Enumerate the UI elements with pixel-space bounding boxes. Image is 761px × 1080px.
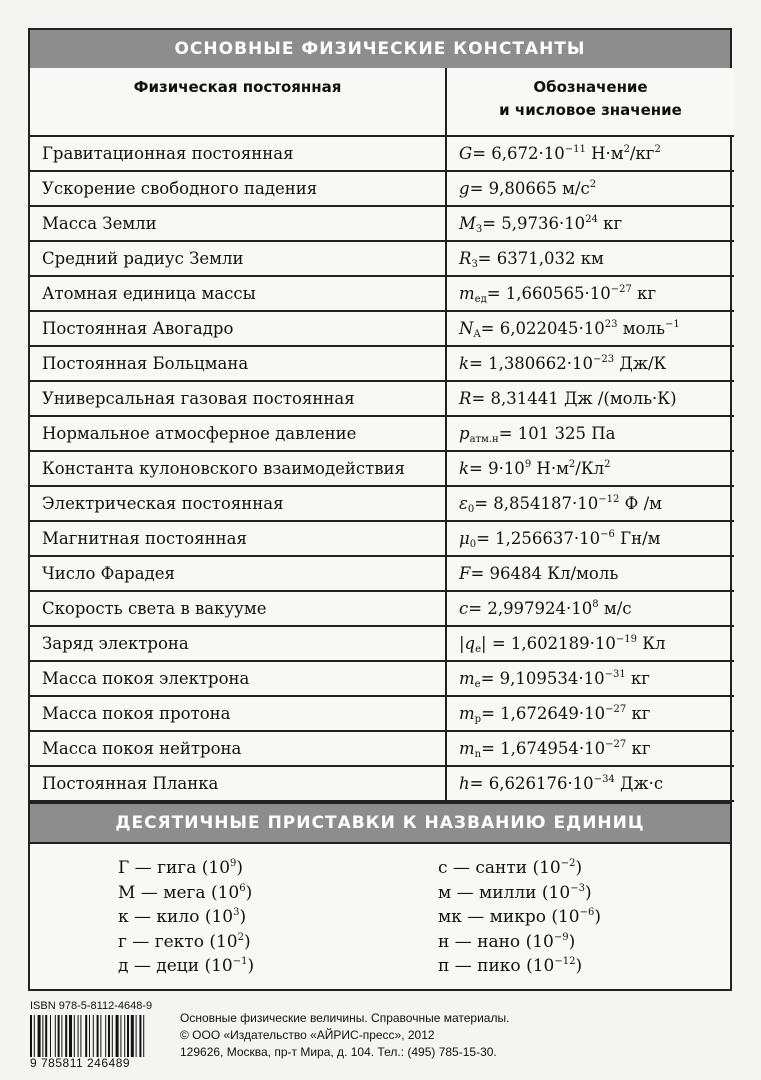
value-unit: Дж/К <box>614 354 667 373</box>
constant-name: Масса покоя протона <box>30 696 446 731</box>
barcode-bar <box>131 1015 134 1057</box>
col-header-constant: Физическая постоянная <box>30 68 446 136</box>
constant-value <box>446 556 734 591</box>
constant-name: Гравитационная постоянная <box>30 136 446 171</box>
constant-symbol: |q <box>459 634 476 653</box>
constant-value <box>446 206 734 241</box>
constant-symbol: m <box>459 284 475 303</box>
constant-name: Постоянная Авогадро <box>30 311 446 346</box>
value-unit: м/с <box>598 599 632 618</box>
footer <box>30 1000 730 1072</box>
constant-symbol: M <box>459 214 476 233</box>
unit-exponent: −1 <box>664 319 680 330</box>
constant-symbol: F <box>459 564 471 583</box>
table-row <box>30 136 734 171</box>
table-row <box>30 206 734 241</box>
table-row <box>30 381 734 416</box>
value-exponent: 24 <box>585 214 598 225</box>
constant-name: Постоянная Планка <box>30 766 446 801</box>
barcode-bar <box>93 1015 94 1057</box>
constant-value <box>446 486 734 521</box>
symbol-subscript: e <box>475 644 482 655</box>
symbol-subscript: n <box>474 749 482 760</box>
constant-symbol: G <box>459 144 473 163</box>
prefix-close: ) <box>575 858 583 878</box>
value-unit: Ф /м <box>619 494 662 513</box>
prefix-item <box>118 856 254 881</box>
constant-value <box>446 311 734 346</box>
constant-value <box>446 171 734 206</box>
constant-value <box>446 241 734 276</box>
constant-value <box>446 731 734 766</box>
value-exponent: −6 <box>600 529 615 540</box>
table-header-row <box>30 68 734 136</box>
symbol-subscript: e <box>474 679 481 690</box>
prefix-item <box>118 905 254 930</box>
prefix-item <box>438 930 601 955</box>
barcode-bar <box>136 1015 137 1057</box>
table-row <box>30 556 734 591</box>
prefix-exponent: −2 <box>560 858 576 869</box>
constant-symbol: R <box>459 249 472 268</box>
prefix-exponent: −9 <box>553 931 569 943</box>
value-number: = 1,660565·10 <box>486 284 611 303</box>
prefix-item <box>118 881 254 906</box>
constant-name: Ускорение свободного падения <box>30 171 446 206</box>
prefix-item <box>438 905 601 930</box>
constant-value <box>446 661 734 696</box>
col-header-line1: Обозначение <box>533 78 648 96</box>
value-unit-tail: /кг <box>629 144 655 163</box>
value-number: = 1,256637·10 <box>476 529 601 548</box>
prefix-exponent: −3 <box>570 882 585 894</box>
value-number: = 96484 Кл/моль <box>470 564 619 583</box>
prefix-close: ) <box>239 907 247 927</box>
barcode-bar <box>45 1015 47 1057</box>
barcode-bar <box>34 1015 35 1057</box>
barcode-bar <box>58 1015 60 1057</box>
symbol-subscript: 0 <box>469 539 477 550</box>
constant-symbol: μ <box>459 529 470 548</box>
value-unit: Кл <box>637 634 666 653</box>
table-row <box>30 731 734 766</box>
constant-symbol: k <box>459 459 469 478</box>
prefix-exponent: −6 <box>579 907 595 918</box>
prefix-close: ) <box>247 956 255 976</box>
table-row <box>30 626 734 661</box>
prefix-close: ) <box>575 956 583 976</box>
constant-value <box>446 346 734 381</box>
barcode-bar <box>120 1015 121 1057</box>
constants-table <box>30 68 734 802</box>
value-number: = 9,109534·10 <box>480 669 605 688</box>
barcode-bar <box>139 1015 141 1057</box>
symbol-subscript: атм.н <box>469 434 499 445</box>
value-unit: Н·м <box>531 459 569 478</box>
value-number: = 2,997924·10 <box>468 599 593 618</box>
symbol-subscript: A <box>473 329 481 340</box>
constant-value <box>446 416 734 451</box>
value-exponent: −11 <box>564 144 586 155</box>
value-number: = 6,672·10 <box>472 144 565 163</box>
symbol-subscript: p <box>474 714 482 725</box>
constant-value <box>446 276 734 311</box>
title-bar: ОСНОВНЫЕ ФИЗИЧЕСКИЕ КОНСТАНТЫ <box>30 30 730 68</box>
value-number: = 101 325 Па <box>498 424 616 443</box>
prefix-text: м — милли (10 <box>438 882 571 903</box>
publisher-line-2: © ООО «Издательство «АЙРИС-пресс», 2012 <box>180 1028 435 1042</box>
value-unit: Н·м <box>585 144 624 163</box>
unit-exponent: 2 <box>568 459 576 470</box>
value-exponent: 8 <box>592 599 599 610</box>
barcode-image <box>30 1015 172 1057</box>
table-row <box>30 311 734 346</box>
barcode-bar <box>127 1015 129 1057</box>
constant-value <box>446 521 734 556</box>
value-unit: кг <box>597 214 623 233</box>
value-number: = 5,9736·10 <box>482 214 586 233</box>
constant-value <box>446 591 734 626</box>
value-unit: Дж·с <box>614 774 664 793</box>
barcode-bar <box>69 1015 72 1057</box>
prefix-text: г — гекто (10 <box>118 931 238 952</box>
table-row <box>30 346 734 381</box>
value-number: = 9,80665 м/с <box>469 179 590 198</box>
table-row <box>30 591 734 626</box>
prefix-close: ) <box>584 882 592 903</box>
constant-name: Число Фарадея <box>30 556 446 591</box>
constant-symbol: N <box>459 319 474 338</box>
constants-sheet <box>28 28 732 991</box>
prefix-item <box>438 881 601 906</box>
constant-symbol: ε <box>459 494 468 513</box>
prefix-close: ) <box>236 858 244 878</box>
prefix-exponent: −12 <box>554 956 576 967</box>
unit-tail-exponent: 2 <box>604 459 611 470</box>
value-unit: кг <box>626 739 651 758</box>
value-exponent: −23 <box>593 354 615 365</box>
prefix-close: ) <box>245 882 253 903</box>
value-exponent: −31 <box>604 669 626 680</box>
barcode-bar <box>100 1015 101 1057</box>
barcode-bar <box>74 1015 75 1057</box>
constant-name: Заряд электрона <box>30 626 446 661</box>
barcode-bar <box>116 1015 119 1057</box>
value-exponent: −19 <box>615 634 638 645</box>
prefix-exponent: 3 <box>233 907 240 918</box>
barcode-bar <box>80 1015 81 1057</box>
value-number: = 6,626176·10 <box>469 774 594 793</box>
constant-value <box>446 451 734 486</box>
table-row <box>30 766 734 801</box>
value-exponent: −27 <box>605 704 627 715</box>
prefix-text: мк — микро (10 <box>438 907 580 927</box>
constant-name: Нормальное атмосферное давление <box>30 416 446 451</box>
barcode-bar <box>85 1015 87 1057</box>
table-row <box>30 661 734 696</box>
constant-value <box>446 381 734 416</box>
value-exponent: −34 <box>593 774 615 785</box>
prefix-exponent: 2 <box>237 931 244 943</box>
table-row <box>30 276 734 311</box>
barcode-bar <box>50 1015 51 1057</box>
barcode-bar <box>112 1015 113 1057</box>
value-unit: Гн/м <box>614 529 661 548</box>
prefix-text: М — мега (10 <box>118 882 240 903</box>
prefix-item <box>438 856 601 881</box>
barcode-bar <box>89 1015 90 1057</box>
value-unit: кг <box>631 284 657 303</box>
constant-symbol: m <box>459 704 475 723</box>
col-header-line2: и числовое значение <box>499 101 682 119</box>
barcode-bar <box>30 1015 32 1057</box>
table-row <box>30 451 734 486</box>
prefix-text: п — пико (10 <box>438 956 555 976</box>
prefixes-section <box>30 842 730 976</box>
barcode-bar <box>38 1015 41 1057</box>
symbol-subscript: З <box>471 259 478 270</box>
value-number: = 9·10 <box>469 459 525 478</box>
table-row <box>30 416 734 451</box>
constant-value <box>446 626 734 661</box>
barcode-bar <box>61 1015 62 1057</box>
value-unit-tail: /Кл <box>575 459 605 478</box>
prefix-close: ) <box>244 931 251 952</box>
constant-symbol: h <box>459 774 470 793</box>
barcode-bar <box>65 1015 67 1057</box>
barcode-bar <box>42 1015 43 1057</box>
constant-name: Масса Земли <box>30 206 446 241</box>
constant-name: Электрическая постоянная <box>30 486 446 521</box>
table-row <box>30 521 734 556</box>
table-row <box>30 486 734 521</box>
barcode-bar <box>143 1015 144 1057</box>
constant-name: Магнитная постоянная <box>30 521 446 556</box>
prefix-close: ) <box>568 931 576 952</box>
barcode-bar <box>78 1015 79 1057</box>
col-header-symbol-value <box>446 68 734 136</box>
constant-name: Атомная единица массы <box>30 276 446 311</box>
constant-value <box>446 766 734 801</box>
value-number: = 1,672649·10 <box>481 704 606 723</box>
constant-name: Скорость света в вакууме <box>30 591 446 626</box>
value-exponent: 23 <box>604 319 618 330</box>
publisher-line-3: 129626, Москва, пр-т Мира, д. 104. Тел.: (495) 785-15-30. <box>180 1045 497 1059</box>
constant-name: Средний радиус Земли <box>30 241 446 276</box>
prefix-item <box>118 954 254 979</box>
constant-symbol: k <box>459 354 469 373</box>
value-number: = 6371,032 км <box>477 249 604 268</box>
prefixes-title-bar: ДЕСЯТИЧНЫЕ ПРИСТАВКИ К НАЗВАНИЮ ЕДИНИЦ <box>30 802 730 842</box>
unit-exponent: 2 <box>623 144 630 155</box>
constant-name: Масса покоя электрона <box>30 661 446 696</box>
barcode-bar <box>55 1015 56 1057</box>
constant-name: Универсальная газовая постоянная <box>30 381 446 416</box>
value-unit: кг <box>626 704 651 723</box>
table-row <box>30 696 734 731</box>
value-number: = 1,380662·10 <box>469 354 594 373</box>
prefix-text: д — деци (10 <box>118 956 233 976</box>
value-number: = 1,674954·10 <box>481 739 606 758</box>
table-row <box>30 241 734 276</box>
publisher-info <box>180 1010 509 1061</box>
value-number: = 8,854187·10 <box>474 494 599 513</box>
prefix-exponent: 9 <box>230 858 237 869</box>
prefixes-right-column <box>438 856 601 979</box>
value-unit: моль <box>617 319 665 338</box>
constant-name: Константа кулоновского взаимодействия <box>30 451 446 486</box>
prefix-exponent: 6 <box>239 882 246 894</box>
prefix-text: н — нано (10 <box>438 931 554 952</box>
value-unit: кг <box>625 669 650 688</box>
barcode-bar <box>105 1015 106 1057</box>
prefix-close: ) <box>594 907 602 927</box>
constant-symbol: m <box>459 669 475 688</box>
value-exponent: −27 <box>610 284 632 295</box>
constant-value <box>446 136 734 171</box>
constant-symbol: g <box>459 179 470 198</box>
prefixes-left-column <box>118 856 254 979</box>
constant-symbol: p <box>459 424 470 443</box>
constant-symbol: c <box>459 599 469 618</box>
prefix-text: Г — гига (10 <box>118 858 231 878</box>
value-exponent: 9 <box>524 459 532 470</box>
value-exponent: −27 <box>605 739 627 750</box>
value-exponent: 2 <box>589 179 597 190</box>
symbol-subscript: З <box>475 224 483 235</box>
value-number: | = 1,602189·10 <box>481 634 616 653</box>
barcode-digits: 9 785811 246489 <box>30 1056 131 1070</box>
prefix-item <box>118 930 254 955</box>
isbn-label: ISBN 978-5-8112-4648-9 <box>30 1000 153 1012</box>
prefix-text: к — кило (10 <box>118 907 234 927</box>
symbol-subscript: 0 <box>467 504 475 515</box>
constant-symbol: m <box>459 739 475 758</box>
unit-tail-exponent: 2 <box>654 144 661 155</box>
value-number: = 6,022045·10 <box>480 319 605 338</box>
prefix-item <box>438 954 601 979</box>
constant-value <box>446 696 734 731</box>
publisher-line-1: Основные физические величины. Справочные материалы. <box>180 1011 510 1025</box>
prefix-exponent: −1 <box>232 956 248 967</box>
constant-name: Масса покоя нейтрона <box>30 731 446 766</box>
constant-symbol: R <box>459 389 472 408</box>
value-exponent: −12 <box>598 494 620 505</box>
constant-name: Постоянная Больцмана <box>30 346 446 381</box>
table-row <box>30 171 734 206</box>
symbol-subscript: ед <box>474 294 487 305</box>
prefix-text: с — санти (10 <box>438 858 561 878</box>
barcode-bar <box>108 1015 110 1057</box>
value-number: = 8,31441 Дж /(моль·К) <box>471 389 677 408</box>
barcode-bar <box>124 1015 125 1057</box>
barcode-bar <box>97 1015 99 1057</box>
